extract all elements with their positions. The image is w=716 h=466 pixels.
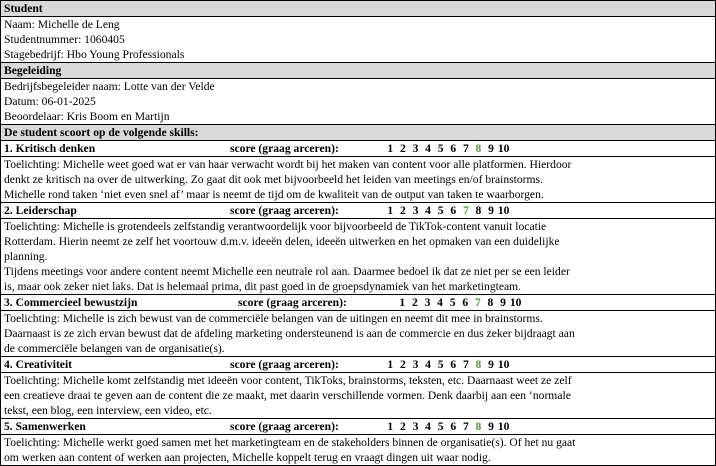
score-option-9[interactable]: 9 [488,204,494,217]
score-option-10[interactable]: 10 [497,142,510,155]
skill-explanation [1,373,716,419]
skill-title: 3. Commercieel bewustzijn [4,296,138,309]
score-option-7[interactable]: 7 [462,142,469,155]
score-option-4[interactable]: 4 [437,296,443,309]
score-option-4[interactable]: 4 [425,204,431,217]
skill-title-row [1,203,716,219]
score-option-2[interactable]: 2 [411,296,418,309]
skill-title: 4. Creativiteit [4,358,73,371]
explanation-line: de commerciële belangen van de organisatie(s). [4,342,225,355]
skill-explanation [1,219,716,295]
explanation-line: Michelle rond taken ‘niet even snel af’ maar is neemt de tijd om de kwaliteit van de output van taken te waarborgen. [4,188,544,201]
explanation-line: Daarnaast is ze zich ervan bewust dat de afdeling marketing ondersteunend is aan de commercie en dus zeker bijdraagt aan [4,327,575,340]
score-option-5[interactable]: 5 [437,142,444,155]
score-option-5[interactable]: 5 [437,358,444,371]
score-option-8[interactable]: 8 [475,142,482,155]
score-scale[interactable] [396,295,522,310]
score-label: score (graag arceren): [230,204,339,217]
score-scale[interactable] [384,357,510,372]
score-option-4[interactable]: 4 [425,358,431,371]
explanation-line: planning. [4,250,48,263]
score-option-8[interactable]: 8 [487,296,494,309]
score-scale[interactable] [384,419,510,434]
score-option-2[interactable]: 2 [399,204,406,217]
score-option-7[interactable]: 7 [462,204,469,217]
score-option-4[interactable]: 4 [425,420,431,433]
score-option-1[interactable]: 1 [387,358,394,371]
score-option-6[interactable]: 6 [450,358,457,371]
student-name: Naam: Michelle de Leng [4,18,120,31]
explanation-line: Toelichting: Michelle komt zelfstandig met ideeën voor content, TikToks, brainstorms, teksten, etc. Daarnaast weet ze zelf [4,374,572,387]
student-info-cell [1,17,716,63]
score-option-5[interactable]: 5 [437,420,444,433]
skill-explanation [1,435,716,466]
score-option-7[interactable]: 7 [474,296,481,309]
skills-header: De student scoort op de volgende skills: [1,125,716,141]
explanation-line: Tijdens meetings voor andere content neemt Michelle een neutrale rol aan. Daarmee bedoel ik dat ze niet per se een leider [4,265,570,278]
score-option-3[interactable]: 3 [412,204,419,217]
score-scale[interactable] [384,203,510,218]
score-option-3[interactable]: 3 [412,358,419,371]
score-option-8[interactable]: 8 [475,420,482,433]
explanation-line: een creatieve draai te geven aan de content die ze maakt, met daarin verschillende vormen. Denk daarbij aan een ‘normale [4,389,571,402]
student-number: Studentnummer: 1060405 [4,33,125,46]
skill-title: 2. Leiderschap [4,204,77,217]
score-option-6[interactable]: 6 [462,296,469,309]
explanation-line: om werken aan content of werken aan projecten, Michelle koppelt terug en vraagt dingen uit waar nodig. [4,451,491,464]
score-option-8[interactable]: 8 [475,358,482,371]
guidance-info-cell [1,79,716,125]
score-option-8[interactable]: 8 [475,204,482,217]
score-option-2[interactable]: 2 [399,358,406,371]
explanation-line: Toelichting: Michelle weet goed wat er van haar verwacht wordt bij het maken van content voor alle platformen. Hierdoor [4,158,572,171]
explanation-line: Toelichting: Michelle is grotendeels zelfstandig verantwoordelijk voor bijvoorbeeld de TikTok-content vanuit locatie [4,220,547,233]
score-option-3[interactable]: 3 [412,142,419,155]
score-option-1[interactable]: 1 [387,420,394,433]
score-option-6[interactable]: 6 [450,142,457,155]
score-option-9[interactable]: 9 [500,296,506,309]
skill-title-row [1,419,716,435]
score-option-1[interactable]: 1 [387,142,394,155]
score-option-7[interactable]: 7 [462,420,469,433]
score-option-4[interactable]: 4 [425,142,431,155]
explanation-line: Toelichting: Michelle werkt goed samen met het marketingteam en de stakeholders binnen de organisatie(s). Of het nu gaat [4,436,576,449]
score-option-10[interactable]: 10 [497,420,510,433]
skill-title: 5. Samenwerken [4,420,86,433]
supervisor-name: Bedrijfsbegeleider naam: Lotte van der Velde [4,80,215,93]
explanation-line: tekst, een blog, een interview, een video, etc. [4,404,212,417]
score-option-9[interactable]: 9 [488,142,494,155]
skill-title: 1. Kritisch denken [4,142,96,155]
score-option-9[interactable]: 9 [488,420,494,433]
skill-title-row [1,141,716,157]
score-option-10[interactable]: 10 [509,296,522,309]
skill-title-row [1,357,716,373]
explanation-line: is, maar ook zeker niet laks. Dat is helemaal prima, dit past goed in de groepsdynamiek van het marketingteam. [4,280,522,293]
score-option-3[interactable]: 3 [424,296,431,309]
score-option-6[interactable]: 6 [450,420,457,433]
explanation-line: Rotterdam. Hierin neemt ze zelf het voortouw d.m.v. ideeën delen, ideeën uitwerken en het opmaken van een duidelijke [4,235,560,248]
score-option-9[interactable]: 9 [488,358,494,371]
score-option-2[interactable]: 2 [399,420,406,433]
student-header: Student [1,1,716,17]
score-option-1[interactable]: 1 [387,204,394,217]
assessor-name: Beoordelaar: Kris Boom en Martijn [4,110,170,123]
score-label: score (graag arceren): [238,296,347,309]
score-option-3[interactable]: 3 [412,420,419,433]
score-label: score (graag arceren): [230,142,339,155]
score-option-2[interactable]: 2 [399,142,406,155]
skill-explanation [1,157,716,203]
guidance-header: Begeleiding [1,63,716,79]
score-option-1[interactable]: 1 [399,296,406,309]
skill-explanation [1,311,716,357]
score-option-10[interactable]: 10 [497,358,510,371]
score-option-5[interactable]: 5 [449,296,456,309]
score-option-7[interactable]: 7 [462,358,469,371]
score-scale[interactable] [384,141,510,156]
skill-title-row [1,295,716,311]
score-label: score (graag arceren): [230,420,339,433]
evaluation-date: Datum: 06-01-2025 [4,95,96,108]
internship-company: Stagebedrijf: Hbo Young Professionals [4,48,185,61]
score-option-10[interactable]: 10 [497,204,510,217]
score-option-5[interactable]: 5 [437,204,444,217]
score-label: score (graag arceren): [230,358,339,371]
score-option-6[interactable]: 6 [450,204,457,217]
explanation-line: denkt ze kritisch na over de uitwerking. Zo gaat dit ook met bijvoorbeeld het leiden van meetings en/of brainstorms. [4,173,543,186]
explanation-line: Toelichting: Michelle is zich bewust van de commerciële belangen van de uitingen en neemt dit mee in brainstorms. [4,312,543,325]
